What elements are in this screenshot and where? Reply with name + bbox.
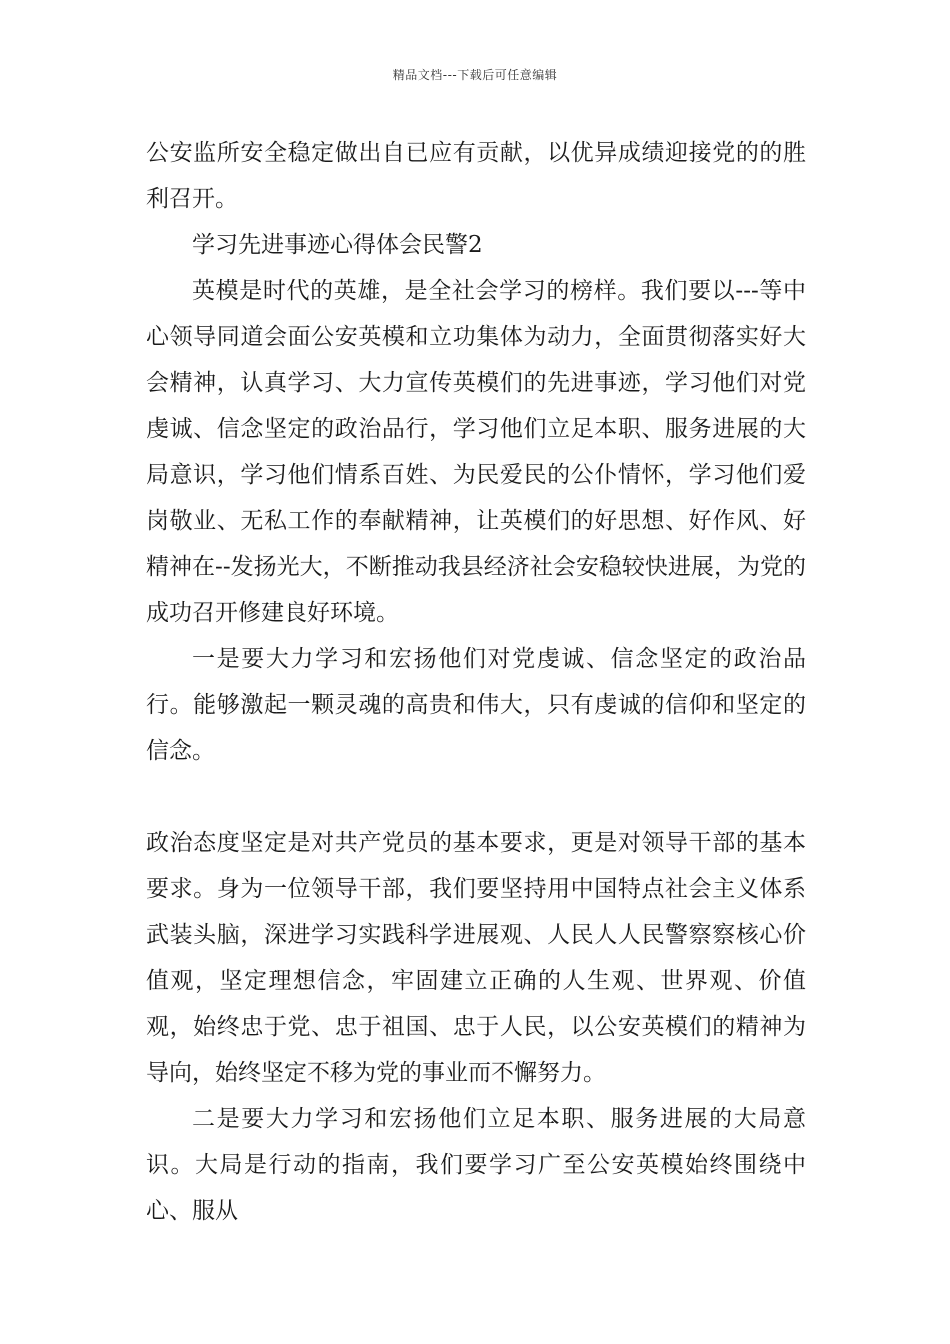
paragraph-point-one: 一是要大力学习和宏扬他们对党虔诚、信念坚定的政治品行。能够激起一颗灵魂的高贵和伟大，只有虔诚的信仰和坚定的信念。 (146, 646, 806, 764)
text-block-top (146, 130, 806, 774)
page-header: 精品文档---下载后可任意编辑 (392, 68, 558, 82)
section-title: 学习先进事迹心得体会民警2 (192, 232, 483, 258)
paragraph-political-attitude: 政治态度坚定是对共产党员的基本要求，更是对领导干部的基本要求。身为一位领导干部，我们要坚持用中国特点社会主义体系武装头脑，深进学习实践科学进展观、人民人人民警察察核心价值观，坚定理想信念，牢固建立正确的人生观、世界观、价值观，始终忠于党、忠于祖国、忠于人民，以公安英模们的精神为导向，始终坚定不移为党的事业而不懈努力。 (146, 830, 806, 1086)
paragraph-continuation: 公安监所安全稳定做出自已应有贡献，以优异成绩迎接党的的胜利召开。 (146, 140, 806, 212)
text-block-bottom (146, 820, 806, 1234)
paragraph-intro: 英模是时代的英雄，是全社会学习的榜样。我们要以---等中心领导同道会面公安英模和立功集体为动力，全面贯彻落实好大会精神，认真学习、大力宣传英模们的先进事迹，学习他们对党虔诚、信念坚定的政治品行，学习他们立足本职、服务进展的大局意识，学习他们情系百姓、为民爱民的公仆情怀，学习他们爱岗敬业、无私工作的奉献精神，让英模们的好思想、好作风、好精神在--发扬光大，不断推动我县经济社会安稳较快进展，为党的成功召开修建良好环境。 (146, 278, 806, 626)
paragraph-point-two: 二是要大力学习和宏扬他们立足本职、服务进展的大局意识。大局是行动的指南，我们要学习广至公安英模始终围绕中心、服从 (146, 1106, 806, 1224)
